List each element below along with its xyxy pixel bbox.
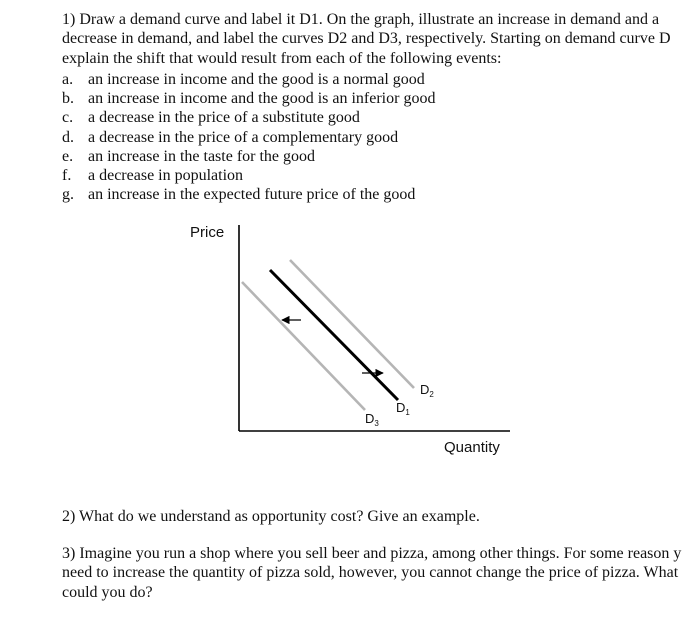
curve-label-d3: $D_3$ [365,411,379,428]
list-item [62,70,435,89]
list-item-text: an increase in income and the good is an inferior good [88,90,436,108]
question-1-line-1: 1) Draw a demand curve and label it D1. On the graph, illustrate an increase in demand and a [62,11,660,28]
list-item-label: e. [62,147,74,165]
list-item-text: a decrease in population [88,167,244,185]
list-item-text: an increase in the expected future price of the good [88,186,416,204]
question-1-line-3: explain the shift that would result from each of the following events: [62,49,502,67]
list-item-label: d. [62,128,74,146]
list-item-label: g. [62,186,74,204]
list-item-label: a. [62,71,74,88]
list-item-text: a decrease in the price of a substitute good [88,109,360,127]
list-item [62,128,435,147]
question-3-line-3: could you do? [62,583,153,601]
demand-curve-d1 [270,270,398,400]
list-item [62,166,435,185]
x-axis-label: Quantity [444,439,500,456]
list-item-text: an increase in income and the good is a normal good [88,71,425,88]
list-item [62,147,435,166]
list-item-label: b. [62,90,74,108]
curve-label-d1: $D_1$ [396,400,410,417]
question-3-line-2: need to increase the quantity of pizza sold, however, you cannot change the price of pizza. What [62,564,679,582]
event-list [62,70,435,204]
list-item-label: f. [62,167,72,185]
list-item-label: c. [62,109,74,127]
demand-curve-d2 [290,260,414,388]
y-axis-label: Price [190,224,225,241]
list-item [62,108,435,127]
question-1 [62,10,700,68]
question-3-line-1: 3) Imagine you run a shop where you sell beer and pizza, among other things. For some reason y [62,545,682,562]
list-item-text: an increase in the taste for the good [88,147,316,165]
question-2: 2) What do we understand as opportunity cost? Give an example. [62,508,480,525]
question-1-line-2: decrease in demand, and label the curves D2 and D3, respectively. Starting on demand curve D [62,30,671,48]
list-item [62,185,435,204]
question-3 [62,544,700,602]
curve-label-d2: $D_2$ [420,382,434,399]
list-item [62,89,435,108]
demand-graph [180,218,520,468]
list-item-text: a decrease in the price of a complementary good [88,128,399,146]
